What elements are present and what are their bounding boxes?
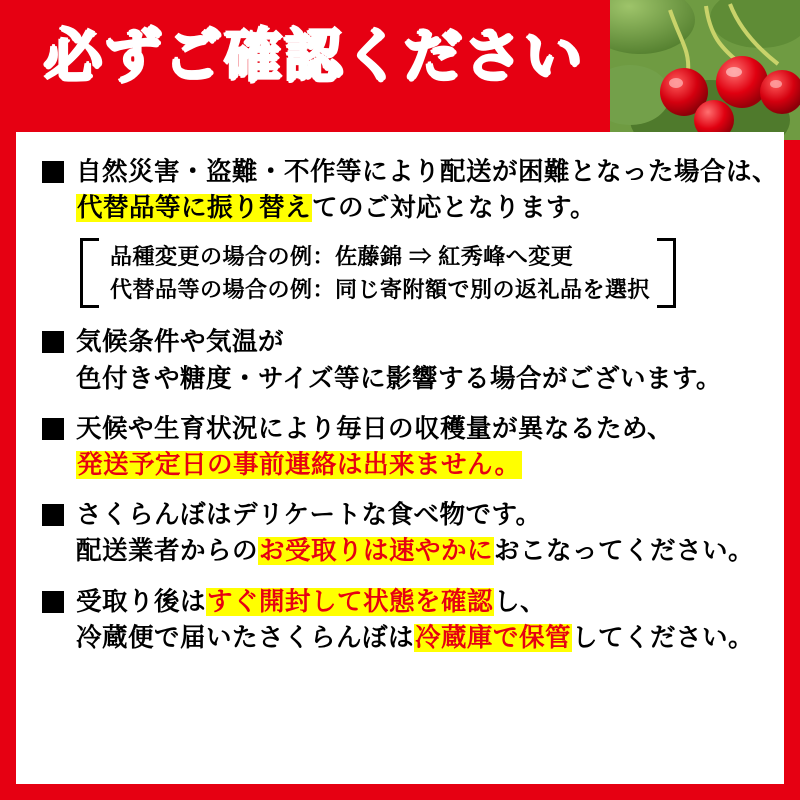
bullet-square-icon [42,418,64,440]
example-label: 代替品等の場合の例： [110,277,336,303]
notice-item-1-lines [76,154,778,226]
notice-text: し、 [494,587,547,616]
notice-line [76,497,758,533]
notice-item-1 [42,154,779,226]
notice-panel [16,132,784,784]
notice-text: 受取り後は [76,587,207,616]
notice-text: 冷蔵便で届いたさくらんぼは [76,623,415,652]
example-line-1 [110,240,650,273]
notice-line [76,361,758,397]
notice-line [76,620,758,656]
notice-highlight: お受取りは速やかに [259,537,494,566]
notice-text: てのご対応となります。 [312,194,596,223]
example-block [76,236,680,310]
notice-highlight: 発送予定日の事前連絡は出来ません。 [77,451,521,480]
spacer [42,574,758,584]
bracket-right-icon [657,238,676,308]
notice-line [76,584,758,620]
notice-item-5 [42,584,758,656]
bullet-square-icon [42,161,64,183]
notice-item-5-lines [76,584,758,656]
notice-highlight: 代替品等に振り替え [77,194,312,223]
notice-text: 自然災害・盗難・不作等により配送が困難となった場合は、 [76,158,779,186]
notice-line [76,154,778,190]
page-title: 必ずご確認ください [44,24,585,89]
notice-text: してください。 [572,623,755,652]
notice-line [76,190,778,226]
notice-item-4 [42,497,758,569]
notice-line [76,411,758,447]
notice-text: 配送業者からの [76,537,259,566]
example-label: 品種変更の場合の例： [110,244,336,270]
bullet-square-icon [42,591,64,613]
notice-text: 気候条件や気温が [76,328,285,357]
notice-text: 天候や生育状況により毎日の収穫量が異なるため、 [76,414,673,443]
notice-line [76,324,758,360]
poster-header [0,0,800,130]
notice-text: さくらんぼはデリケートな食べ物です。 [76,501,542,530]
notice-item-3-lines [76,411,758,483]
notice-item-4-lines [76,497,758,569]
notice-highlight: すぐ開封して状態を確認 [207,587,494,616]
spacer [42,401,758,411]
example-line-2 [110,273,650,306]
notice-item-2 [42,324,758,396]
notice-line [76,447,758,483]
notice-text: おこなってください。 [494,537,755,566]
notice-item-2-lines [76,324,758,396]
example-value: 佐藤錦 ⇒ 紅秀峰へ変更 [335,244,574,270]
spacer [42,487,758,497]
bullet-square-icon [42,331,64,353]
notice-highlight: 冷蔵庫で保管 [415,623,572,652]
cherry-photo [610,0,800,140]
notice-text: 色付きや糖度・サイズ等に影響する場合がございます。 [76,364,722,393]
notice-item-3 [42,411,758,483]
notice-line [76,533,758,569]
example-value: 同じ寄附額で別の返礼品を選択 [335,277,651,303]
bracket-left-icon [80,238,99,308]
bullet-square-icon [42,504,64,526]
